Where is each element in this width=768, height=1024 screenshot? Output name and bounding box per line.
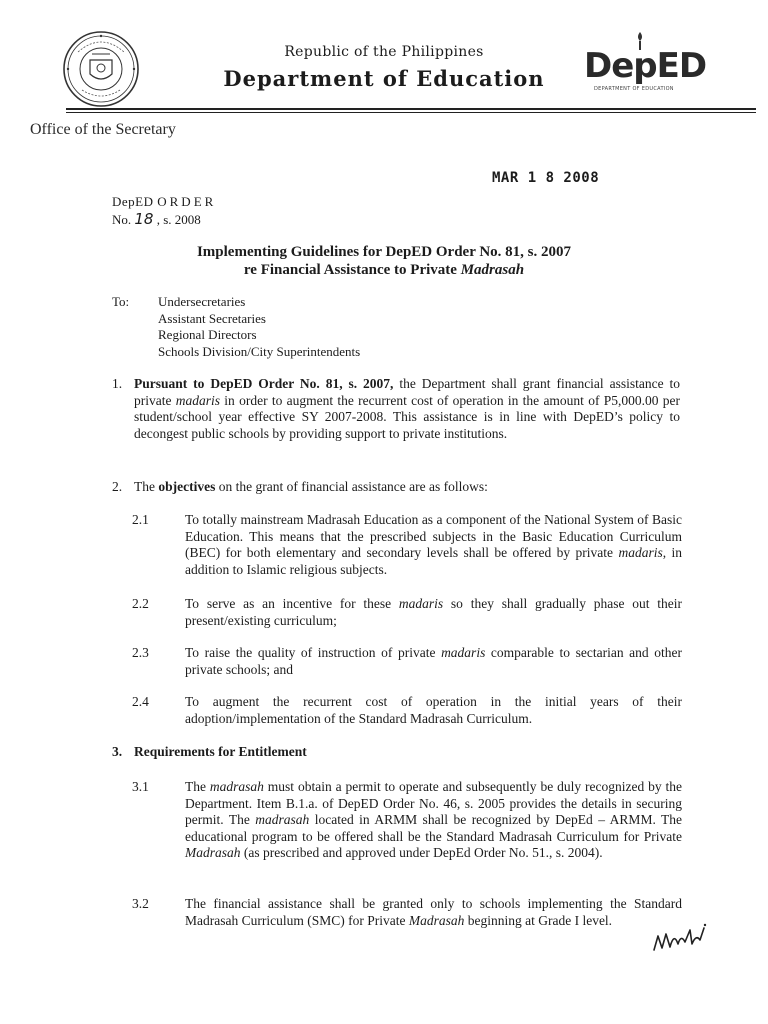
title-line2-italic: Madrasah	[460, 262, 525, 278]
subsection-3-1-text-d: (as prescribed and approved under DepEd Order No. 51., s. 2004).	[240, 845, 603, 860]
date-stamp: MAR 1 8 2008	[492, 170, 600, 186]
subsection-2-3-text-b: comparable to sectarian and other private schools; and	[185, 645, 682, 677]
subsection-2-3-text-a: To raise the quality of instruction of private	[185, 645, 442, 660]
subsection-3-1-italic-3: Madrasah	[185, 845, 241, 860]
subsection-2-1-text-a: To totally mainstream Madrasah Education as a component of the National System of Basic Education. This means that the prescribed subjects in the Basic Education Curriculum (BEC) for both elementary and secondary levels shall be offered by private	[185, 512, 682, 560]
section-1	[112, 376, 680, 442]
subsection-number: 3.2	[132, 896, 149, 911]
subsection-number: 2.3	[132, 645, 149, 660]
signature-initials	[650, 922, 710, 956]
subsection-3-2-text-a: The financial assistance shall be granted only to schools implementing the Standard Madrasah Curriculum (SMC) for Private	[185, 896, 682, 928]
subsection-2-1-text-b: , in addition to Islamic religious subjects.	[185, 545, 682, 577]
subsection-3-2-italic: Madrasah	[408, 912, 465, 928]
order-number	[112, 210, 201, 228]
subsection-2-2-text-b: so they shall gradually phase out their present/existing curriculum;	[185, 596, 683, 628]
subsection-number: 3.1	[132, 779, 149, 794]
subsection-3-2-text-b: beginning at Grade I level.	[464, 912, 613, 928]
order-prefix: DepED	[112, 194, 154, 209]
section-3-heading	[112, 744, 307, 760]
subsection-2-4	[132, 694, 682, 727]
section-1-text-a: the Department shall grant financial assistance to private	[134, 376, 680, 408]
order-handwritten-number: 18	[134, 210, 154, 228]
subsection-number: 2.1	[132, 512, 149, 527]
document-title-line2	[0, 262, 768, 279]
order-no-prefix: No.	[112, 212, 132, 227]
to-label: To:	[112, 294, 130, 309]
subsection-2-1-italic: madaris	[618, 545, 663, 560]
section-number: 3.	[112, 744, 123, 759]
subsection-3-1-text-b: must obtain a permit to operate and subsequently be duly recognized by the Department. Item B.1.a. of DepED Order No. 46, s. 2005 provides the details in securing permit. The	[185, 779, 682, 827]
section-2	[112, 479, 680, 496]
section-1-italic: madaris	[175, 392, 221, 408]
section-2-text-a: The	[134, 479, 159, 494]
subsection-number: 2.4	[132, 694, 149, 709]
deped-logo-text: DepED	[584, 46, 707, 86]
section-2-text-b: on the grant of financial assistance are as follows:	[215, 479, 488, 494]
subsection-2-4-text: To augment the recurrent cost of operation in the initial years of their adoption/implementation of the Standard Madrasah Curriculum.	[185, 694, 682, 726]
title-line2-text: re Financial Assistance to Private	[243, 262, 461, 278]
subsection-number: 2.2	[132, 596, 149, 611]
recipient-item: Undersecretaries	[158, 294, 246, 309]
office-label: Office of the Secretary	[30, 121, 176, 138]
order-label	[112, 194, 216, 210]
subsection-2-3-italic: madaris	[441, 645, 486, 660]
order-no-suffix: , s. 2008	[156, 212, 201, 227]
recipient-item: Assistant Secretaries	[158, 310, 266, 326]
section-1-bold: Pursuant to DepED Order No. 81, s. 2007,	[134, 376, 394, 391]
header-divider	[66, 108, 756, 110]
deped-logo	[584, 42, 707, 94]
subsection-3-1-text-c: located in ARMM shall be recognized by DepEd – ARMM. The educational program to be offered shall be the Standard Madrasah Curriculum for Private	[185, 812, 683, 844]
document-title-line1: Implementing Guidelines for DepED Order No. 81, s. 2007	[196, 244, 572, 260]
section-2-bold: objectives	[158, 479, 216, 494]
section-number: 1.	[112, 376, 123, 391]
subsection-2-2	[132, 596, 682, 629]
deped-logo-tagline: DEPARTMENT OF EDUCATION	[594, 86, 674, 92]
subsection-2-1	[132, 512, 682, 578]
recipient-list	[158, 294, 360, 360]
subsection-3-1-italic-1: madrasah	[209, 779, 264, 794]
subsection-2-2-text-a: To serve as an incentive for these	[185, 596, 399, 611]
subsection-3-2	[132, 896, 682, 929]
recipient-item: Regional Directors	[158, 327, 257, 342]
order-word: ORDER	[157, 194, 217, 209]
section-1-text-b: in order to augment the recurrent cost of operation in the amount of P5,000.00 per student/school year effective SY 2007-2008. This assistance is in line with DepED’s policy to decongest public schools by providing support to private institutions.	[134, 392, 680, 441]
header-divider-thin	[66, 112, 756, 113]
section-3-heading-text: Requirements for Entitlement	[134, 744, 307, 759]
section-number: 2.	[112, 479, 123, 494]
subsection-3-1-text-a: The	[185, 779, 210, 794]
subsection-3-1-italic-2: madrasah	[255, 812, 310, 827]
subsection-2-3	[132, 645, 682, 678]
republic-heading: Republic of the Philippines	[284, 44, 484, 60]
subsection-3-1	[132, 779, 682, 862]
recipient-item: Schools Division/City Superintendents	[158, 343, 361, 359]
department-heading: Department of Education	[223, 66, 545, 91]
subsection-2-2-italic: madaris	[398, 596, 444, 611]
